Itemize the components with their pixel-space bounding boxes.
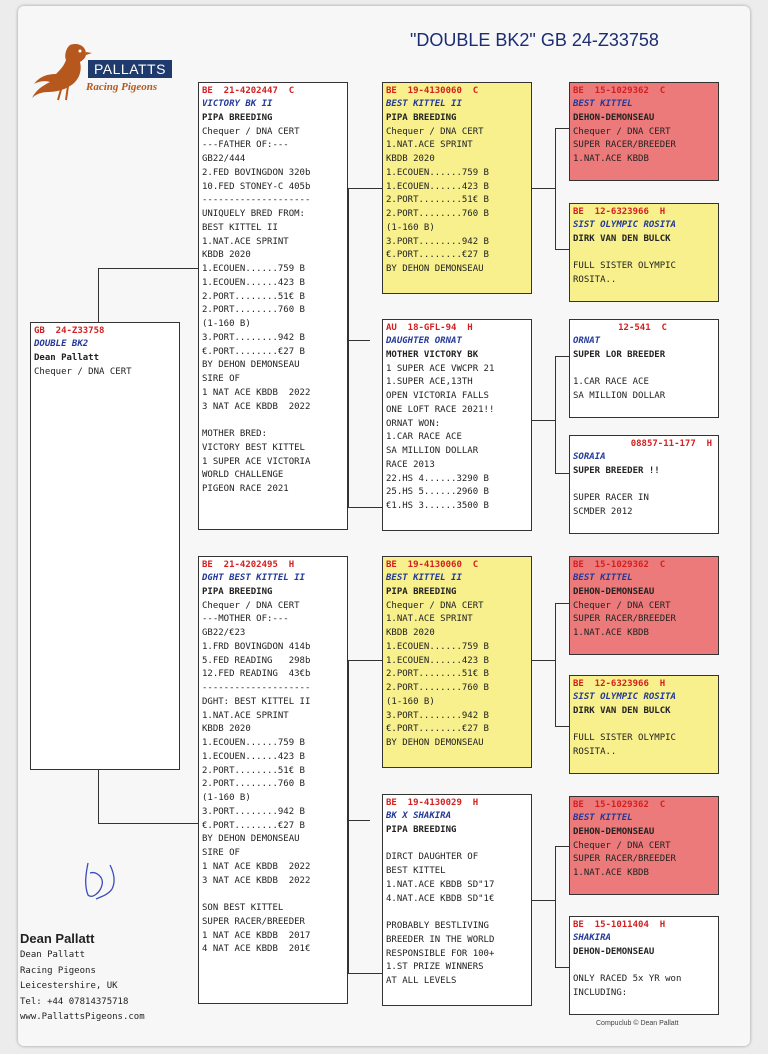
pigeon-name: DAUGHTER ORNAT	[386, 336, 462, 346]
card-line: 2.PORT........760 B	[386, 209, 489, 219]
ancestor-card[interactable]	[569, 796, 719, 895]
card-line: INCLUDING:	[573, 988, 628, 998]
card-line: 1.ECOUEN......423 B	[202, 751, 305, 762]
card-line: 3.PORT........942 B	[386, 710, 489, 721]
card-line: 2.PORT........51€ B	[202, 765, 305, 776]
card-text	[34, 338, 179, 379]
card-line: 2.FED BOVINGDON 320b	[202, 167, 311, 178]
connector-g3-3-link	[531, 660, 555, 661]
signature-icon	[70, 855, 130, 905]
ancestor-card[interactable]	[569, 675, 719, 774]
card-line: 22.HS 4......3290 B	[386, 473, 489, 484]
card-line: VICTORY BEST KITTEL	[202, 442, 305, 453]
pigeon-name: DGHT BEST KITTEL II	[202, 573, 305, 583]
card-text	[573, 451, 718, 520]
pallatts-logo	[30, 40, 190, 110]
card-line: GB22/444	[202, 154, 246, 164]
granddam-maternal-card[interactable]	[382, 794, 532, 1006]
contact-line: Leicestershire, UK	[20, 981, 118, 991]
contact-lines	[20, 948, 190, 1026]
card-line: 1.NAT.ACE SPRINT	[202, 710, 289, 721]
pigeon-name: BEST KITTEL	[573, 99, 633, 109]
breeder-line: DEHON-DEMONSEAU	[573, 112, 655, 123]
contact-line: Racing Pigeons	[20, 965, 96, 976]
card-line: MOTHER BRED:	[202, 429, 268, 439]
card-line: SUPER RACER/BREEDER	[573, 140, 676, 151]
footer-credit: Compuclub © Dean Pallatt	[596, 1020, 679, 1027]
card-line: KBDB 2020	[202, 724, 251, 735]
card-line: 3.PORT........942 B	[202, 332, 305, 343]
card-line: 1.NAT.ACE SPRINT	[202, 236, 289, 247]
card-text	[202, 98, 347, 497]
pigeon-name: DOUBLE BK2	[34, 339, 89, 349]
card-line: SIRE OF	[202, 374, 240, 384]
card-text	[386, 98, 531, 277]
card-line: 1.ECOUEN......759 B	[202, 264, 305, 274]
contact-line: www.PallattsPigeons.com	[20, 1012, 145, 1022]
card-line: ORNAT WON:	[386, 418, 441, 429]
connector-g3-3	[555, 603, 570, 727]
ancestor-card[interactable]	[569, 916, 719, 1015]
card-line: Chequer / DNA CERT	[573, 600, 671, 611]
ring-number: BE 12-6323966 H	[573, 207, 666, 217]
pigeon-name: BEST KITTEL II	[386, 99, 462, 109]
card-line: Chequer / DNA CERT	[34, 366, 132, 377]
connector-g3-4	[555, 846, 570, 968]
breeder-line: PIPA BREEDING	[386, 824, 457, 835]
card-line: 1.ECOUEN......423 B	[202, 277, 305, 288]
card-line	[386, 906, 531, 920]
card-line: Chequer / DNA CERT	[202, 600, 300, 611]
card-line	[202, 414, 347, 428]
card-line: €.PORT........€27 B	[202, 346, 305, 357]
breeder-line: MOTHER VICTORY BK	[386, 349, 479, 360]
card-line: SA MILLION DOLLAR	[573, 391, 666, 401]
card-line: FULL SISTER OLYMPIC	[573, 733, 676, 744]
card-line: 3 NAT ACE KBDB 2022	[202, 875, 311, 886]
card-line: UNIQUELY BRED FROM:	[202, 209, 305, 219]
card-line: DGHT: BEST KITTEL II	[202, 696, 311, 707]
pigeon-name: ORNAT	[573, 336, 601, 346]
dam-card[interactable]	[198, 556, 348, 1004]
breeder-line: DEHON-DEMONSEAU	[573, 946, 655, 957]
card-text	[573, 335, 718, 404]
card-line: ROSITA..	[573, 747, 617, 757]
card-line: 4 NAT ACE KBDB 201€	[202, 944, 311, 955]
card-line: BEST KITTEL	[386, 866, 446, 876]
card-line: OPEN VICTORIA FALLS	[386, 391, 489, 401]
card-line: 2.PORT........760 B	[202, 305, 305, 316]
card-line: 1.NAT.ACE KBDB	[573, 154, 649, 164]
ancestor-card[interactable]	[569, 319, 719, 418]
ancestor-card[interactable]	[569, 556, 719, 655]
card-line: ONE LOFT RACE 2021!!	[386, 404, 495, 415]
ring-number: 08857-11-177 H	[630, 439, 712, 449]
ring-number: BE 19-4130060 C	[386, 560, 479, 570]
card-line: 1.ST PRIZE WINNERS	[386, 962, 484, 973]
card-line: Chequer / DNA CERT	[386, 126, 484, 137]
card-line: €1.HS 3......3500 B	[386, 501, 489, 511]
ancestor-card[interactable]	[569, 82, 719, 181]
card-line: 4.NAT.ACE KBDB SD"1€	[386, 893, 495, 904]
breeder-line: SUPER LOR BREEDER	[573, 349, 666, 360]
ring-number: BE 15-1029362 C	[573, 86, 666, 96]
pigeon-name: SIST OLYMPIC ROSITA	[573, 692, 676, 702]
card-text	[573, 932, 718, 1001]
card-line: 12.FED READING 43€b	[202, 669, 311, 680]
card-line: AT ALL LEVELS	[386, 976, 457, 986]
card-line: KBDB 2020	[202, 250, 251, 261]
connector-sire	[348, 188, 383, 508]
contact-block	[20, 930, 190, 1026]
connector-dam-link	[348, 820, 370, 821]
pigeon-name: SORAIA	[573, 452, 606, 462]
card-text	[386, 810, 531, 989]
grandsire-maternal-card[interactable]	[382, 556, 532, 768]
card-line: BREEDER IN THE WORLD	[386, 934, 495, 945]
card-line: GB22/€23	[202, 628, 246, 638]
card-line: RESPONSIBLE FOR 100+	[386, 948, 495, 959]
ancestor-card[interactable]	[569, 203, 719, 302]
card-line: 1.NAT.ACE SPRINT	[386, 140, 473, 151]
ring-number: 12-541 C	[618, 323, 667, 333]
ring-number: BE 15-1011404 H	[573, 920, 666, 930]
breeder-line: PIPA BREEDING	[386, 112, 457, 123]
card-line: Chequer / DNA CERT	[573, 126, 671, 137]
card-line: 3.PORT........942 B	[202, 806, 305, 817]
card-line: BY DEHON DEMONSEAU	[386, 738, 484, 748]
card-text	[386, 572, 531, 751]
card-line: KBDB 2020	[386, 628, 435, 638]
card-line: SIRE OF	[202, 848, 240, 858]
contact-name: Dean Pallatt	[20, 931, 95, 946]
subject-card[interactable]	[30, 322, 180, 770]
card-line	[202, 888, 347, 902]
pedigree-title: "DOUBLE BK2" GB 24-Z33758	[410, 30, 659, 50]
card-line: 1 NAT ACE KBDB 2022	[202, 861, 311, 872]
card-line: SON BEST KITTEL	[202, 903, 284, 913]
card-line: 2.PORT........51€ B	[386, 669, 489, 680]
card-line: SUPER RACER IN	[573, 493, 649, 504]
breeder-line: DEHON-DEMONSEAU	[573, 826, 655, 837]
card-line: BY DEHON DEMONSEAU	[386, 264, 484, 274]
granddam-paternal-card[interactable]	[382, 319, 532, 531]
card-line: 1.ECOUEN......759 B	[202, 738, 305, 748]
card-line: (1-160 B)	[202, 319, 251, 329]
card-line: 1.NAT.ACE KBDB	[573, 868, 649, 878]
connector-dam	[348, 660, 383, 974]
grandsire-paternal-card[interactable]	[382, 82, 532, 294]
card-text	[573, 812, 718, 881]
card-text	[202, 572, 347, 957]
card-line: 1 SUPER ACE VWCPR 21	[386, 363, 495, 374]
breeder-line: PIPA BREEDING	[202, 586, 273, 597]
card-line: BY DEHON DEMONSEAU	[202, 360, 300, 371]
contact-line: Dean Pallatt	[20, 950, 86, 960]
breeder-line: SUPER BREEDER !!	[573, 465, 660, 476]
card-line: BEST KITTEL II	[202, 222, 278, 233]
card-text	[573, 572, 718, 641]
card-line: 1 NAT ACE KBDB 2022	[202, 387, 311, 398]
card-line	[573, 960, 718, 974]
ancestor-card[interactable]	[569, 435, 719, 534]
card-line: WORLD CHALLENGE	[202, 470, 284, 481]
logo-name: PALLATTS	[88, 60, 172, 78]
card-line: KBDB 2020	[386, 154, 435, 164]
card-line: (1-160 B)	[202, 793, 251, 803]
ring-number: BE 15-1029362 C	[573, 800, 666, 810]
card-line: Chequer / DNA CERT	[573, 840, 671, 851]
connector-g3-1	[555, 128, 570, 250]
card-line: PROBABLY BESTLIVING	[386, 921, 489, 931]
card-line: FULL SISTER OLYMPIC	[573, 261, 676, 272]
card-text	[573, 98, 718, 167]
card-line: DIRCT DAUGHTER OF	[386, 852, 479, 863]
pigeon-name: BEST KITTEL II	[386, 573, 462, 583]
card-line: (1-160 B)	[386, 222, 435, 233]
card-line: 1.FRD BOVINGDON 414b	[202, 641, 311, 652]
card-line: 3.PORT........942 B	[386, 236, 489, 247]
card-text	[573, 219, 718, 288]
card-line: €.PORT........€27 B	[202, 820, 305, 831]
card-line	[573, 479, 718, 493]
card-line: 3 NAT ACE KBDB 2022	[202, 401, 311, 412]
breeder-line: DIRK VAN DEN BULCK	[573, 233, 671, 244]
connector-g3-1-link	[531, 188, 555, 189]
ring-number: BE 15-1029362 C	[573, 560, 666, 570]
breeder-line: DIRK VAN DEN BULCK	[573, 705, 671, 716]
pigeon-name: VICTORY BK II	[202, 99, 273, 109]
breeder-line: PIPA BREEDING	[386, 586, 457, 597]
pigeon-name: SIST OLYMPIC ROSITA	[573, 220, 676, 230]
card-line: €.PORT........€27 B	[386, 250, 489, 261]
card-line: 1 NAT ACE KBDB 2017	[202, 930, 311, 941]
connector-sire-link	[348, 340, 370, 341]
card-line: ONLY RACED 5x YR won	[573, 974, 682, 985]
card-line: SA MILLION DOLLAR	[386, 446, 479, 456]
card-line	[573, 363, 718, 377]
card-line: SUPER RACER/BREEDER	[202, 916, 305, 927]
contact-line: Tel: +44 07814375718	[20, 996, 129, 1007]
pigeon-name: BEST KITTEL	[573, 573, 633, 583]
card-line: €.PORT........€27 B	[386, 724, 489, 735]
logo-tagline: Racing Pigeons	[86, 81, 158, 93]
card-line: 10.FED STONEY-C 405b	[202, 181, 311, 192]
card-line: 1.NAT.ACE SPRINT	[386, 614, 473, 625]
card-line: SCMDER 2012	[573, 507, 633, 517]
card-line: 1.ECOUEN......759 B	[386, 641, 489, 652]
card-line: 2.PORT........760 B	[202, 779, 305, 790]
connector-g3-2-link	[531, 420, 555, 421]
ring-number: BE 19-4130029 H	[386, 798, 479, 808]
card-line: SUPER RACER/BREEDER	[573, 614, 676, 625]
ring-number: GB 24-Z33758	[34, 326, 105, 336]
card-line: ---FATHER OF:---	[202, 140, 289, 151]
card-line: 5.FED READING 298b	[202, 655, 311, 666]
card-line: 1.ECOUEN......759 B	[386, 167, 489, 178]
pigeon-name: SHAKIRA	[573, 933, 611, 943]
card-line: --------------------	[202, 195, 311, 206]
card-line: 1.ECOUEN......423 B	[386, 181, 489, 192]
card-line: SUPER RACER/BREEDER	[573, 854, 676, 865]
card-line: Chequer / DNA CERT	[202, 126, 300, 137]
card-line	[386, 838, 531, 852]
connector-g3-4-link	[531, 900, 555, 901]
card-line: 1.ECOUEN......423 B	[386, 655, 489, 666]
card-line: (1-160 B)	[386, 696, 435, 707]
card-text	[573, 691, 718, 760]
pigeon-name: BK X SHAKIRA	[386, 811, 452, 821]
card-line: RACE 2013	[386, 459, 435, 470]
card-line: 1.SUPER ACE,13TH	[386, 377, 473, 388]
card-line: 1.CAR RACE ACE	[386, 432, 462, 443]
card-line: PIGEON RACE 2021	[202, 484, 289, 494]
card-line: ROSITA..	[573, 275, 617, 285]
card-line: 1 SUPER ACE VICTORIA	[202, 456, 311, 467]
card-line: 1.NAT.ACE KBDB	[573, 628, 649, 638]
card-line	[573, 719, 718, 733]
card-line: 1.NAT.ACE KBDB SD"17	[386, 879, 495, 890]
ring-number: AU 18-GFL-94 H	[386, 323, 473, 333]
connector-g3-2	[555, 356, 570, 474]
sire-card[interactable]	[198, 82, 348, 530]
card-line: Chequer / DNA CERT	[386, 600, 484, 611]
ring-number: BE 21-4202447 C	[202, 86, 295, 96]
ring-number: BE 12-6323966 H	[573, 679, 666, 689]
card-line	[573, 247, 718, 261]
ring-number: BE 19-4130060 C	[386, 86, 479, 96]
card-line: ---MOTHER OF:---	[202, 614, 289, 625]
card-line: BY DEHON DEMONSEAU	[202, 834, 300, 845]
breeder-line: Dean Pallatt	[34, 352, 100, 363]
card-line: 2.PORT........760 B	[386, 683, 489, 693]
breeder-line: DEHON-DEMONSEAU	[573, 586, 655, 597]
card-text	[386, 335, 531, 514]
pigeon-name: BEST KITTEL	[573, 813, 633, 823]
card-line: --------------------	[202, 683, 311, 693]
card-line: 25.HS 5......2960 B	[386, 487, 489, 498]
breeder-line: PIPA BREEDING	[202, 112, 273, 123]
card-line: 1.CAR RACE ACE	[573, 377, 649, 388]
ring-number: BE 21-4202495 H	[202, 560, 295, 570]
card-line: 2.PORT........51€ B	[386, 195, 489, 206]
card-line: 2.PORT........51€ B	[202, 291, 305, 302]
